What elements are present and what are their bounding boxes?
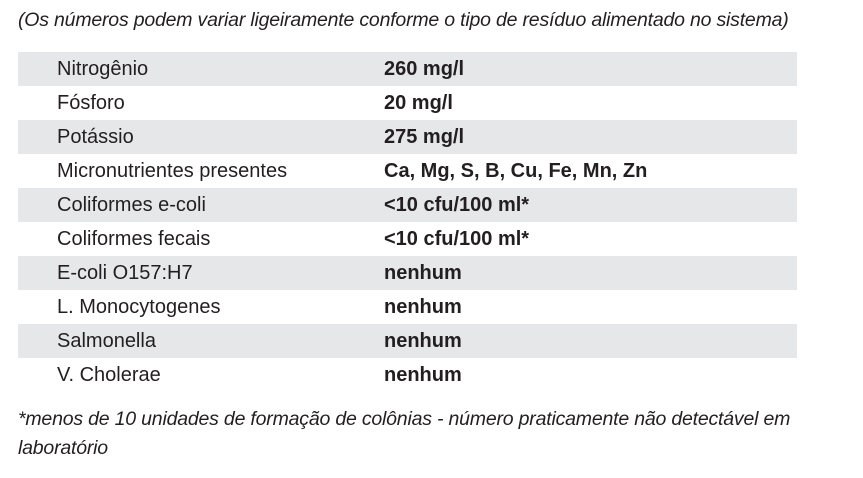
parameter-cell: Fósforo	[57, 91, 125, 114]
table-row	[18, 324, 797, 358]
parameter-cell: Potássio	[57, 125, 134, 148]
value-cell: nenhum	[384, 295, 462, 318]
parameter-cell: V. Cholerae	[57, 363, 161, 386]
value-cell: nenhum	[384, 261, 462, 284]
table-row	[18, 290, 797, 324]
parameter-cell: E-coli O157:H7	[57, 261, 193, 284]
value-cell: 260 mg/l	[384, 57, 465, 80]
parameter-cell: Salmonella	[57, 329, 156, 352]
table-row	[18, 86, 797, 120]
value-cell: <10 cfu/100 ml*	[384, 193, 530, 216]
value-cell: nenhum	[384, 363, 462, 386]
table-row	[18, 358, 797, 392]
table-row	[18, 120, 797, 154]
value-cell: Ca, Mg, S, B, Cu, Fe, Mn, Zn	[384, 159, 648, 182]
parameter-cell: Nitrogênio	[57, 57, 149, 80]
parameter-cell: Coliformes e-coli	[57, 193, 206, 216]
nutrient-table	[18, 52, 797, 392]
value-cell: 275 mg/l	[384, 125, 465, 148]
table-footnote: *menos de 10 unidades de formação de colônias - número praticamente não detectável em laboratório	[18, 408, 791, 459]
table-row	[18, 256, 797, 290]
value-cell: nenhum	[384, 329, 462, 352]
table-row	[18, 52, 797, 86]
table-row	[18, 154, 797, 188]
table-subtitle: (Os números podem variar ligeiramente conforme o tipo de resíduo alimentado no sistema)	[18, 9, 789, 31]
table-row	[18, 222, 797, 256]
value-cell: <10 cfu/100 ml*	[384, 227, 530, 250]
parameter-cell: L. Monocytogenes	[57, 295, 221, 318]
value-cell: 20 mg/l	[384, 91, 453, 114]
table-row	[18, 188, 797, 222]
parameter-cell: Coliformes fecais	[57, 227, 211, 250]
parameter-cell: Micronutrientes presentes	[57, 159, 288, 182]
